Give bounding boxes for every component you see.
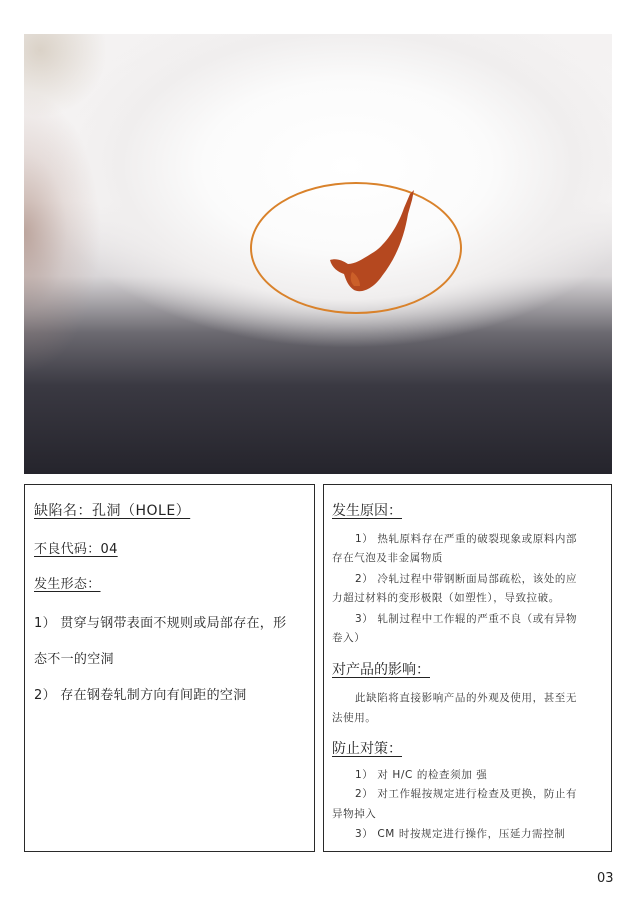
impact-line: 此缺陷将直接影响产品的外观及使用，甚至无 [355,692,577,704]
cause-line: 卷入） [332,632,366,644]
cause-line: 3） 轧制过程中工作辊的严重不良（或有异物 [355,613,578,625]
cause-line: 1） 热轧原料存在严重的破裂现象或原料内部 [355,533,578,545]
hole-region [330,190,414,291]
causes-heading: 发生原因： [332,503,402,519]
defect-name: 缺陷名：孔洞（HOLE） [34,503,191,519]
form-line: 态不一的空洞 [34,652,114,667]
defect-photo [24,34,612,474]
impact-heading: 对产品的影响： [332,662,430,678]
cause-line: 存在气泡及非金属物质 [332,552,443,564]
form-line: 1） 贯穿与钢带表面不规则或局部存在，形 [34,616,287,631]
impact-line: 法使用。 [332,712,377,724]
hole-defect-shape [304,188,424,298]
prevention-line: 1） 对 H/C 的检查须加 强 [355,769,488,781]
cause-line: 力超过材料的变形极限（如塑性），导致拉破。 [332,592,560,604]
prevention-heading: 防止对策： [332,741,402,757]
cause-line: 2） 冷轧过程中带钢断面局部疏松，该处的应 [355,573,578,585]
prevention-line: 异物掉入 [332,808,377,820]
prevention-line: 2） 对工作辊按规定进行检查及更换，防止有 [355,788,578,800]
photo-shading-corner [24,34,184,194]
prevention-line: 3） CM 时按规定进行操作，压延力需控制 [355,828,566,840]
page-number: 03 [597,871,614,886]
defect-code: 不良代码：04 [34,542,118,557]
form-heading: 发生形态： [34,577,101,592]
form-line: 2） 存在钢卷轧制方向有间距的空洞 [34,688,247,703]
